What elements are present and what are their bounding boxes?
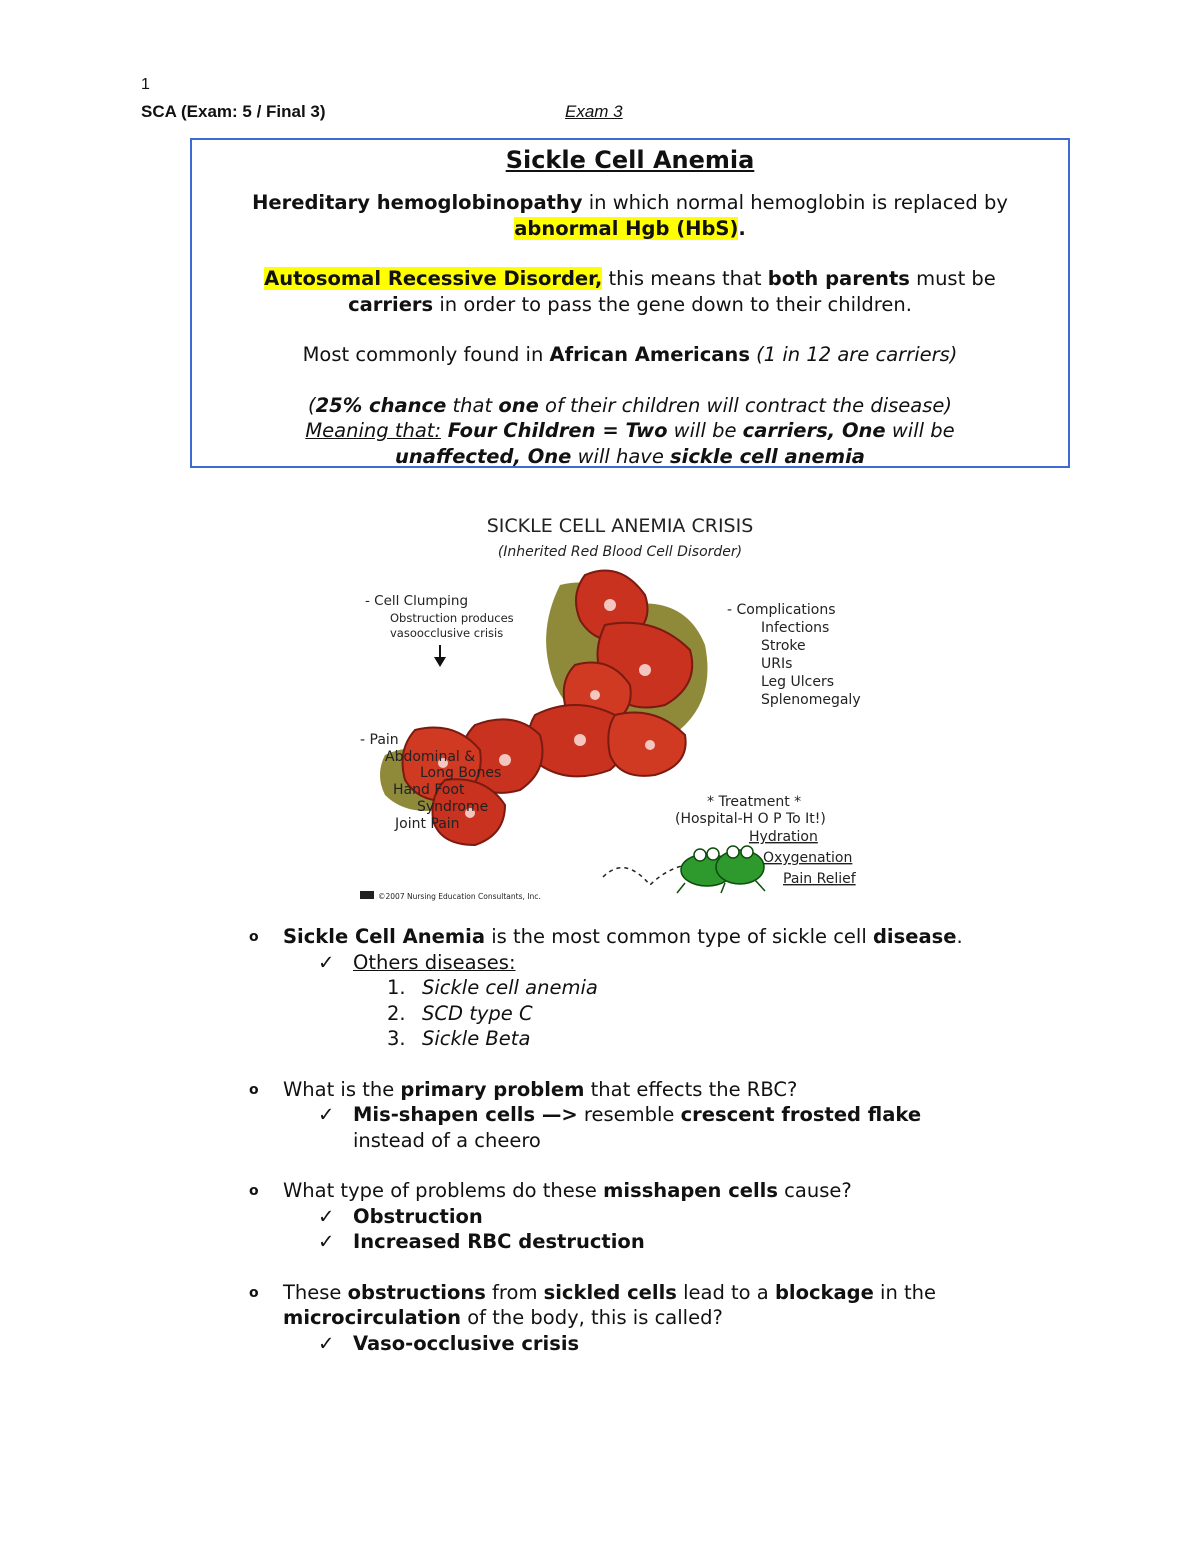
svg-text:Syndrome: Syndrome <box>417 799 489 815</box>
check-icon: ✓ <box>318 1103 335 1126</box>
list-item: o Sickle Cell Anemia is the most common type of sickle cell disease. <box>249 925 963 948</box>
svg-text:- Pain: - Pain <box>360 732 399 748</box>
header-course-label: SCA (Exam: 5 / Final 3) <box>141 102 326 121</box>
svg-text:Stroke: Stroke <box>761 638 806 654</box>
svg-text:* Treatment *: * Treatment * <box>707 794 802 810</box>
crisis-illustration <box>355 505 875 910</box>
question-list <box>0 924 1200 1356</box>
definition-line-1: Hereditary hemoglobinopathy in which normal hemoglobin is replaced by <box>252 191 1008 214</box>
figure-subtitle: (Inherited Red Blood Cell Disorder) <box>497 544 743 560</box>
inheritance-line-2: carriers in order to pass the gene down to their children. <box>348 292 912 316</box>
page-number: 1 <box>141 76 150 93</box>
publisher-logo <box>360 891 374 899</box>
answer-item: ✓ Increased RBC destruction <box>318 1230 645 1253</box>
svg-text:Joint Pain: Joint Pain <box>395 816 460 832</box>
header-exam-label: Exam 3 <box>565 102 623 121</box>
prevalence-line: Most commonly found in African Americans (1 in 12 are carriers) <box>302 343 958 366</box>
sub-item-others: ✓ Others diseases: <box>318 950 516 974</box>
definition-box <box>190 138 1070 468</box>
answer-continuation: instead of a cheero <box>353 1128 541 1152</box>
svg-text:Obstruction produces: Obstruction produces <box>390 611 514 625</box>
list-item: o These obstructions from sickled cells lead to a blockage in the <box>249 1280 937 1304</box>
numbered-item: 3. Sickle Beta <box>387 1027 531 1050</box>
svg-text:Splenomegaly: Splenomegaly <box>761 692 861 708</box>
answer-item: ✓ Vaso-occlusive crisis <box>318 1331 580 1355</box>
down-arrow-icon <box>434 645 446 667</box>
svg-text:Abdominal &: Abdominal & <box>385 749 476 765</box>
check-icon: ✓ <box>318 1331 335 1355</box>
svg-text:Hydration: Hydration <box>749 829 818 845</box>
figure-copyright: ©2007 Nursing Education Consultants, Inc. <box>378 892 541 901</box>
svg-text:Hand Foot: Hand Foot <box>393 782 465 798</box>
svg-text:Oxygenation: Oxygenation <box>763 850 853 866</box>
svg-text:Long Bones: Long Bones <box>420 765 502 781</box>
meaning-line-2: unaffected, One will have sickle cell anemia <box>395 444 865 468</box>
check-icon: ✓ <box>318 1204 335 1228</box>
page-title: Sickle Cell Anemia <box>505 146 755 174</box>
inheritance-line-1: Autosomal Recessive Disorder, this means that both parents must be <box>264 267 996 290</box>
numbered-item: 1. Sickle cell anemia <box>387 976 598 999</box>
svg-text:Leg Ulcers: Leg Ulcers <box>761 674 835 690</box>
check-icon: ✓ <box>318 1230 335 1253</box>
jump-path <box>603 865 685 885</box>
answer-item: ✓ Mis-shapen cells —> resemble crescent frosted flake <box>318 1103 922 1126</box>
meaning-line-1: Meaning that: Four Children = Two will be carriers, One will be <box>305 419 955 442</box>
svg-text:(Hospital-H O P To It!): (Hospital-H O P To It!) <box>675 811 826 827</box>
chance-line: (25% chance that one of their children will contract the disease) <box>307 393 952 417</box>
label-cell-clumping <box>365 593 514 640</box>
svg-text:URIs: URIs <box>761 656 793 672</box>
numbered-item: 2. SCD type C <box>387 1001 533 1025</box>
frogs-icon <box>677 846 765 893</box>
svg-text:Infections: Infections <box>761 620 830 636</box>
figure-title: SICKLE CELL ANEMIA CRISIS <box>486 515 754 537</box>
svg-text:Pain Relief: Pain Relief <box>783 871 856 887</box>
label-complications <box>727 602 861 708</box>
check-icon: ✓ <box>318 950 335 974</box>
definition-line-2: abnormal Hgb (HbS). <box>514 216 746 240</box>
answer-item: ✓ Obstruction <box>318 1204 483 1228</box>
list-item-continuation: microcirculation of the body, this is called? <box>283 1306 723 1329</box>
list-item: o What type of problems do these misshapen cells cause? <box>249 1179 852 1202</box>
svg-text:vasoocclusive crisis: vasoocclusive crisis <box>390 626 504 640</box>
list-item: o What is the primary problem that effects the RBC? <box>249 1077 798 1101</box>
svg-text:- Cell Clumping: - Cell Clumping <box>365 593 469 609</box>
svg-text:- Complications: - Complications <box>727 602 836 618</box>
